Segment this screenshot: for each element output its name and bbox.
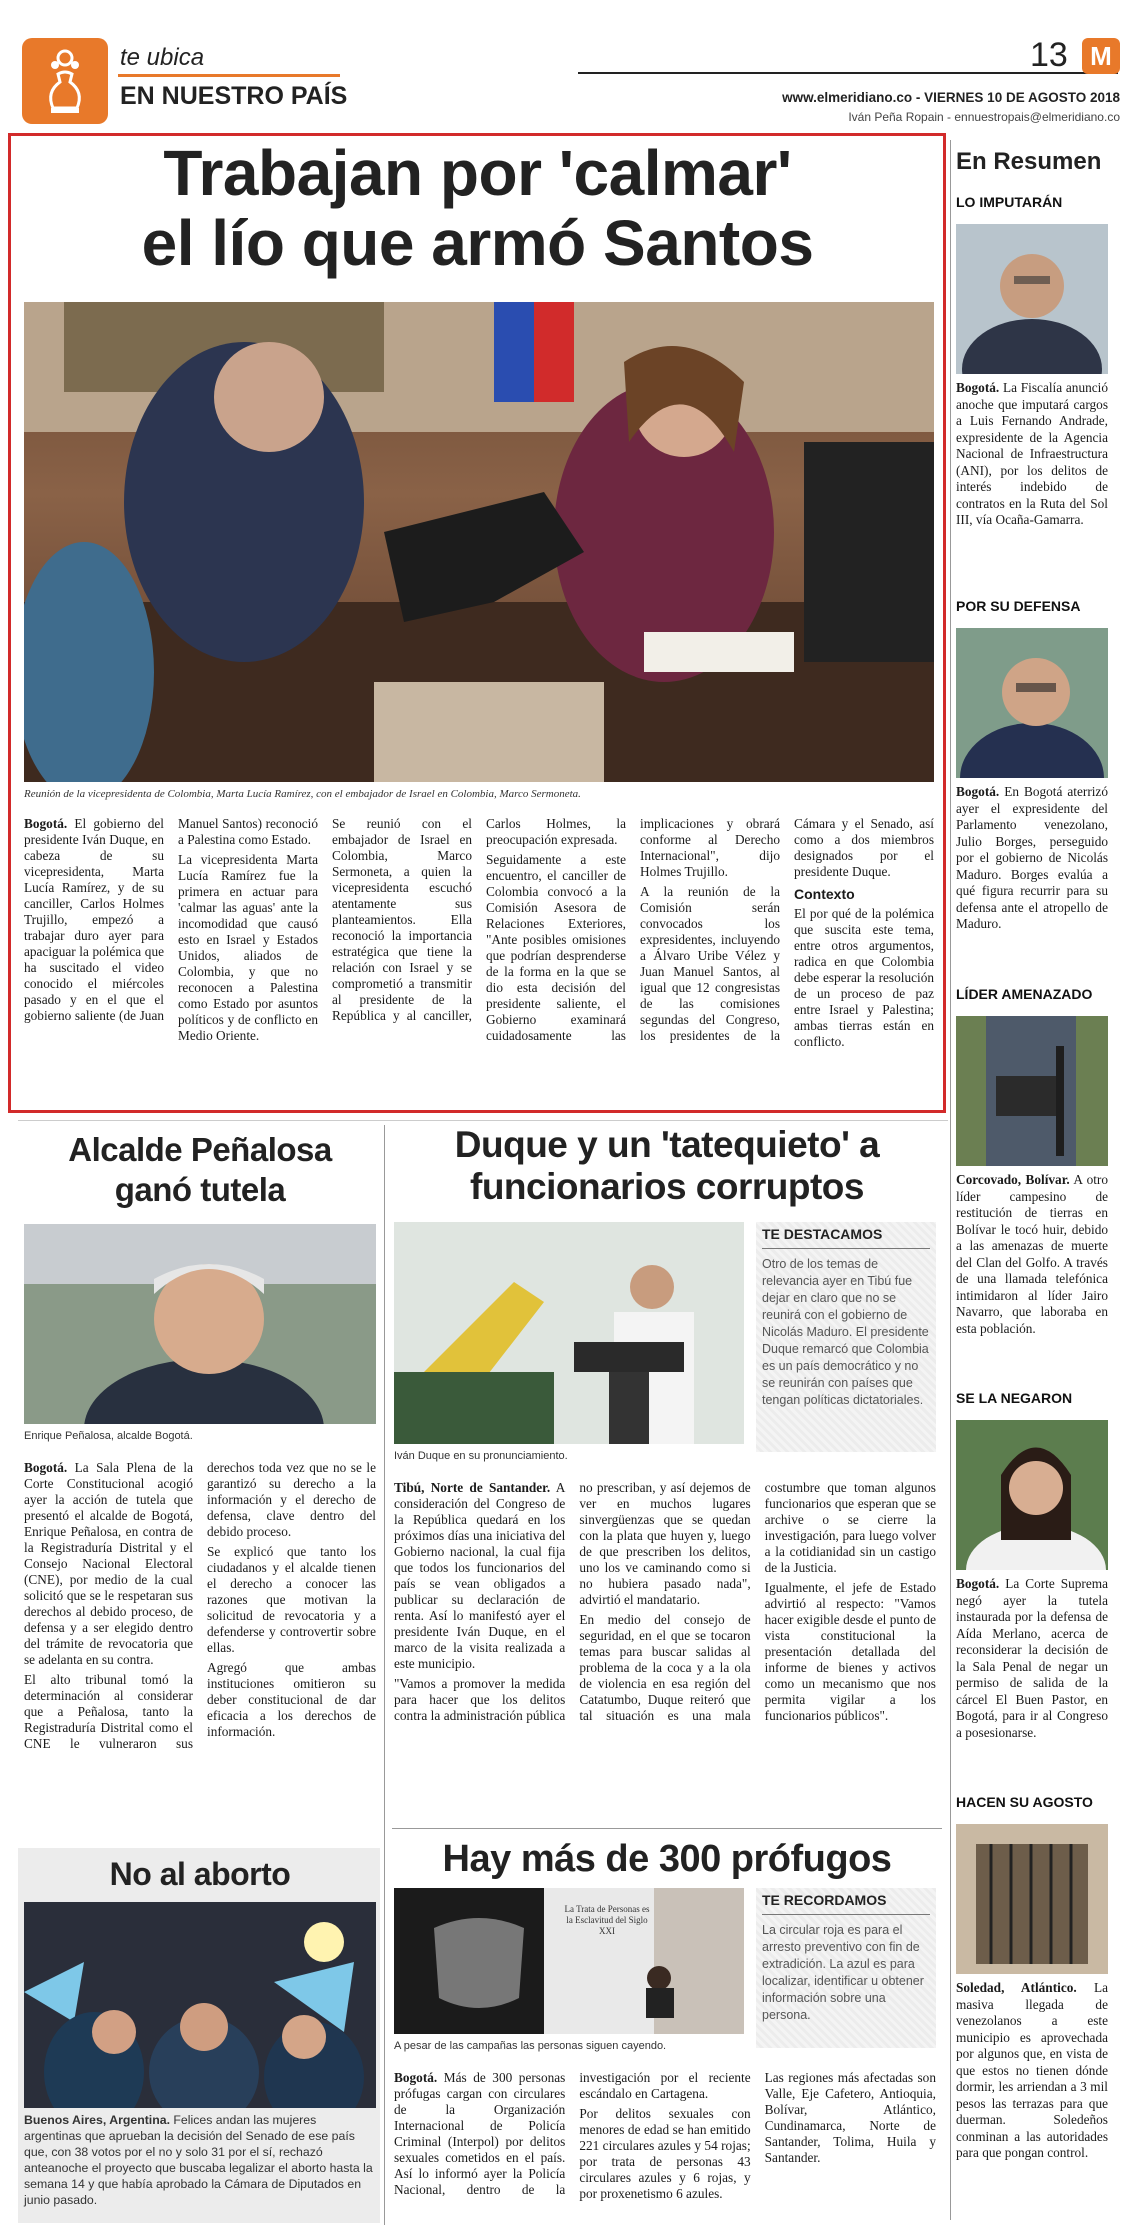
- author-line: Iván Peña Ropain - ennuestropais@elmeridiano.co: [848, 110, 1120, 124]
- main-headline-line2: el lío que armó Santos: [141, 207, 814, 279]
- sidebar-title: En Resumen: [956, 148, 1102, 175]
- meeting-photo-illustration: [24, 302, 934, 782]
- man-speaking-illustration: [956, 628, 1108, 778]
- poster-text: La Trata de Personas es la Esclavitud del Siglo XXI: [564, 1904, 650, 1936]
- aborto-headline: No al aborto: [109, 1856, 291, 1892]
- profugos-photo: [394, 1888, 744, 2034]
- duque-article-body: Tibú, Norte de Santander. A consideración del Congreso de la República quedará en los próximos días una iniciativa del Gobierno nacional, la cual fija que todos los funcionarios del país se vean obligados a publicar su declaración de renta. Así lo manifestó ayer el presidente Iván Duque, en el marco de la visita realizada a este municipio. "Vamos a promover la medida para hacer que los delitos contra la administración pública no prescriban, y así dejemos de ver en muchos lugares sinvergüenzas que se quedan con la plata que huyen y, luego de que prescriben los delitos, uno los ve caminando como si no hubiera pasado nada", advirtió el mandatario. En medio del consejo de seguridad, en el que se tocaron temas para buscar salidas al problema de la coca y a la ola de violencia en esa región del Catatumbo, Duque reiteró que tal situación es una mala costumbre que toman algunos funcionarios que esperan que se archive o se cierre la investigación, para luego volver a la cotidianidad sin un castigo de la Justicia. Igualmente, el jefe de Estado advirtió al respecto: "Vamos hacer exigible desde el punto de vista constitucional la presentación detallada del informe de bienes y activos como un mecanismo que nos permita vigilar a los funcionarios públicos".: [394, 1480, 936, 1820]
- main-headline-line1: Trabajan por 'calmar': [163, 137, 792, 209]
- profugos-highlight-box: [756, 1888, 936, 2048]
- main-article-body: [24, 816, 934, 1106]
- section-label-line: [118, 74, 340, 77]
- main-paragraph-3: Se reunió con el embajador de Israel en Colombia, Marco Sermoneta, a quien la vicepresidenta escuchó atentamente sus planteamientos. Ella reconoció la importancia estratégica que tiene la relación con Israel y se comprometió a transmitir al presidente de la República y al canciller, Carlos Holmes, la preocupación expresada.: [332, 816, 626, 1023]
- penalosa-headline-line1: Alcalde Peñalosa: [68, 1131, 332, 1168]
- duque-caption: Iván Duque en su pronunciamiento.: [394, 1450, 568, 1462]
- profugos-paragraph-3: Las regiones más afectadas son Valle, Eje Cafetero, Antioquia, Bolívar, Atlántico, Cundinamarca, Norte de Santander, Tolima, Huila y Santander.: [764, 2070, 936, 2165]
- duque-box-heading: TE DESTACAMOS: [762, 1226, 883, 1242]
- duque-box-text: Otro de los temas de relevancia ayer en Tibú fue dejar en claro que no se reunirá con el gobierno de Nicolás Maduro. El presidente Duque remarcó que Colombia es un país democrático y no se reunirán con países que tengan políticas dictatoriales.: [762, 1257, 929, 1407]
- sidebar-photo-2: [956, 1016, 1108, 1166]
- duque-paragraph-4: Igualmente, el jefe de Estado advirtió al respecto: "Vamos hacer exigible desde el punto de vista constitucional la presentación detallada del informe de bienes y activos como un mecanismo que nos permita vigilar a los funcionarios públicos".: [764, 1580, 936, 1723]
- woman-portrait-illustration: [956, 1420, 1108, 1570]
- main-photo-caption: Reunión de la vicepresidenta de Colombia, Marta Lucía Ramírez, con el embajador de Israel en Colombia, Marco Sermoneta.: [24, 788, 581, 800]
- profugos-paragraph-2: Por delitos sexuales con menores de edad se han emitido 221 circulares azules y 54 rojas; por trata de personas 43 circulares azules y 6 rojas, y por proxenetismo 6 azules.: [579, 2106, 751, 2201]
- penalosa-headline-line2: ganó tutela: [114, 1171, 286, 1208]
- aborto-photo: [24, 1902, 376, 2108]
- crowd-celebration-illustration: [24, 1902, 376, 2108]
- profugos-box-heading: TE RECORDAMOS: [762, 1892, 887, 1908]
- sidebar-heading-2: LÍDER AMENAZADO: [956, 986, 1093, 1002]
- penalosa-paragraph-4: Agregó que ambas instituciones omitieron su deber constitucional de dar eficacia a los derechos de información.: [207, 1660, 376, 1739]
- sidebar-text-4: Soledad, Atlántico. La masiva llegada de venezolanos a este municipio es aprovechada por algunos que, en vista de que estos no tienen dónde dormir, les arriendan a 3 mil pesos las terrazas para que duerman. Soledeños conminan a las autoridades para que pongan control.: [956, 1980, 1108, 2160]
- duque-speech-illustration: [394, 1222, 744, 1444]
- sidebar-heading-4: HACEN SU AGOSTO: [956, 1794, 1093, 1810]
- main-paragraph-2: La vicepresidenta Marta Lucía Ramírez fue la primera en actuar para 'calmar las aguas' ante la incomodidad que causó esto en Israel y Estados Unidos, aliados de Colombia, y que no reconocen a Palestina como Estado por asuntos políticos y de conflicto en Medio Oriente.: [178, 852, 318, 1043]
- sidebar-photo-4: [956, 1824, 1108, 1974]
- horizontal-divider-mid: [18, 1120, 948, 1121]
- site-and-date: www.elmeridiano.co - VIERNES 10 DE AGOSTO 2018: [782, 90, 1120, 105]
- sidebar-photo-0: [956, 224, 1108, 374]
- sidebar-heading-3: SE LA NEGARON: [956, 1390, 1073, 1406]
- penalosa-photo: [24, 1224, 376, 1424]
- penalosa-caption: Enrique Peñalosa, alcalde Bogotá.: [24, 1430, 193, 1442]
- main-subhead: Contexto: [794, 886, 855, 902]
- duque-paragraph-2: "Vamos a promover la medida para hacer que los delitos contra la administración pública no prescriban, y así dejemos de ver en muchos lugares sinvergüenzas que se quedan con la plata que huyen y, luego de que prescriben los delitos, uno los ve caminando como si no hubiera pasado nada", advirtió el mandatario.: [394, 1480, 751, 1723]
- vertical-divider-left: [384, 1125, 385, 2225]
- profugos-caption: A pesar de las campañas las personas siguen cayendo.: [394, 2040, 667, 2052]
- section-label-big: EN NUESTRO PAÍS: [120, 82, 348, 110]
- sidebar-text-3: Bogotá. La Corte Suprema negó ayer la tutela instaurada por la defensa de Aída Merlano, acerca de reconsiderar la decisión de la Sala Penal de negar un permiso de salida de la cárcel El Buen Pastor, en Bogotá, para ir al Congreso a posesionarse.: [956, 1576, 1108, 1740]
- penalosa-paragraph-2: El alto tribunal tomó la determinación al considerar que a Peñalosa, tanto la Registraduría Distrital como el CNE le vulneraron sus derechos toda vez que no se le garantizó su derecho a la información y el derecho de defensa, clave dentro del debido proceso.: [24, 1460, 376, 1751]
- penalosa-portrait-illustration: [24, 1224, 376, 1424]
- main-dateline: Bogotá.: [24, 816, 68, 831]
- sidebar-photo-1: [956, 628, 1108, 778]
- sidebar-heading-1: POR SU DEFENSA: [956, 598, 1081, 614]
- terrace-illustration: [956, 1824, 1108, 1974]
- duque-paragraph-3: En medio del consejo de seguridad, en el que se tocaron temas para buscar salidas al problema de la coca y a la ola de violencia en esa región del Catatumbo, Duque reiteró que tal situación es una mala costumbre que toman algunos funcionarios que esperan que se archive o se cierre la investigación, para luego volver a la cotidianidad sin un castigo de la Justicia.: [579, 1480, 936, 1723]
- profugos-box-text: La circular roja es para el arresto preventivo con fin de extradición. La azul es para localizar, identificar u obtener información sobre una persona.: [762, 1923, 924, 2022]
- main-paragraph-4: Seguidamente a este encuentro, el canciller de Colombia convocó a la Comisión Asesora de Relaciones Exteriores, "Ante posibles omisiones que podrían desprenderse de la forma en la que se dio esta decisión del presidente saliente, el Gobierno examinará cuidadosamente las implicaciones y obrará conforme al Derecho Internacional", dijo Holmes Trujillo.: [486, 816, 780, 1043]
- main-paragraph-5: A la reunión de la Comisión serán convocados los expresidentes, incluyendo a Álvaro Uribe Vélez y Juan Manuel Santos, al igual que 12 congresistas de las comisiones segundas del Congreso, los presidentes de la Cámara y el Senado, así como a dos miembros designados por el presidente Duque.: [640, 816, 934, 1043]
- sidebar-divider: [950, 140, 951, 2220]
- duque-headline-line2: funcionarios corruptos: [470, 1166, 864, 1207]
- main-paragraph-1: El gobierno del presidente Iván Duque, en cabeza de su vicepresidenta, Marta Lucía Ramírez, y de su canciller, Carlos Holmes Trujillo, empezó a trabajar duro ayer para apaciguar la polémica que ha suscitado el video conocido el miércoles pasado y en el que el gobierno saliente (de Juan Manuel Santos) reconoció a Palestina como Estado.: [24, 816, 318, 1023]
- profugos-article-body: Bogotá. Más de 300 personas prófugas cargan con circulares de la Organización Internacional de Policía Criminal (Interpol) por delitos sexuales cometidos en el país. Así lo informó ayer la Policía Nacional, dentro de la investigación por el reciente escándalo en Cartagena. Por delitos sexuales con menores de edad se han emitido 221 circulares azules y 54 rojas; por trata de personas 43 circulares azules y 6 rojas, y por proxenetismo 6 azules. Las regiones más afectadas son Valle, Eje Cafetero, Antioquia, Bolívar, Atlántico, Cundinamarca, Norte de Santander, Tolima, Huila y Santander.: [394, 2070, 936, 2201]
- main-photo: [24, 302, 934, 782]
- profugos-top-rule: [392, 1828, 942, 1829]
- sidebar-heading-0: LO IMPUTARÁN: [956, 194, 1063, 210]
- penalosa-paragraph-3: Se explicó que tanto los ciudadanos y el alcalde tienen el derecho a conocer las razones que motivan la solicitud de revocatoria y a defenderse y controvertir sobre ellas.: [207, 1544, 376, 1655]
- section-logo: [22, 38, 108, 124]
- duque-photo: [394, 1222, 744, 1444]
- sidebar-text-0: Bogotá. La Fiscalía anunció anoche que imputará cargos a Luis Fernando Andrade, expresidente de la Agencia Nacional de Infraestructura (ANI), por los delitos de interés indebido de contratos en la Ruta del Sol III, vía Ocaña-Gamarra.: [956, 380, 1108, 527]
- man-portrait-illustration: [956, 224, 1108, 374]
- duque-highlight-box: [756, 1222, 936, 1452]
- page-number: 13: [1030, 36, 1068, 74]
- armed-guard-illustration: [956, 1016, 1108, 1166]
- vase-icon: [22, 38, 108, 124]
- sidebar-text-1: Bogotá. En Bogotá aterrizó ayer el expresidente del Parlamento venezolano, Julio Borges, perseguido por el gobierno de Nicolás Maduro. Borges evalúa a qué figura recurrir para su defensa ante el atropello de Maduro.: [956, 784, 1108, 931]
- newspaper-logo: M: [1082, 38, 1120, 74]
- main-paragraph-6: El por qué de la polémica que suscita este tema, entre otros argumentos, radica en que Colombia debe esperar la resolución de un proceso de paz entre Israel y Palestina; ambas tierras están en conflicto.: [794, 906, 934, 1049]
- sidebar-photo-3: [956, 1420, 1108, 1570]
- sidebar-text-2: Corcovado, Bolívar. A otro líder campesino de restitución de tierras en Bolívar le tocó huir, debido a las amenazas de muerte del Clan del Golfo. A través de una llamada telefónica intimidaron al líder Jairo Navarro, que laboraba en esta población.: [956, 1172, 1108, 1336]
- penalosa-article-body: Bogotá. La Sala Plena de la Corte Constitucional acogió ayer la acción de tutela que presentó el alcalde de Bogotá, Enrique Peñalosa, en contra de la Registraduría Distrital y el Consejo Nacional Electoral (CNE), por medio de la cual solicitó que se le respetaran sus derechos al debido proceso, de defensa y a ser elegido dentro del trámite de revocatoria que se adelanta en su contra. El alto tribunal tomó la determinación al considerar que a Peñalosa, tanto la Registraduría Distrital como el CNE le vulneraron sus derechos toda vez que no se le garantizó su derecho a la información y el derecho de defensa, clave dentro del debido proceso. Se explicó que tanto los ciudadanos y el alcalde tienen el derecho a conocer las razones que motivan la solicitud de revocatoria y a defenderse y controvertir sobre ellas. Agregó que ambas instituciones omitieron su deber constitucional de dar eficacia a los derechos de información.: [24, 1460, 376, 1751]
- section-label-small: te ubica: [120, 44, 205, 71]
- aborto-text: Buenos Aires, Argentina. Felices andan las mujeres argentinas que aprueban la decisión del Senado de ese país que, con 38 votos por el no y solo 31 por el sí, rechazó anteanoche el proyecto que buscaba legalizar el aborto hasta la semana 14 y que había aprobado la Cámara de Diputados en junio pasado.: [24, 2113, 373, 2207]
- profugos-headline: Hay más de 300 prófugos: [442, 1838, 892, 1880]
- duque-headline-line1: Duque y un 'tatequieto' a: [454, 1124, 880, 1165]
